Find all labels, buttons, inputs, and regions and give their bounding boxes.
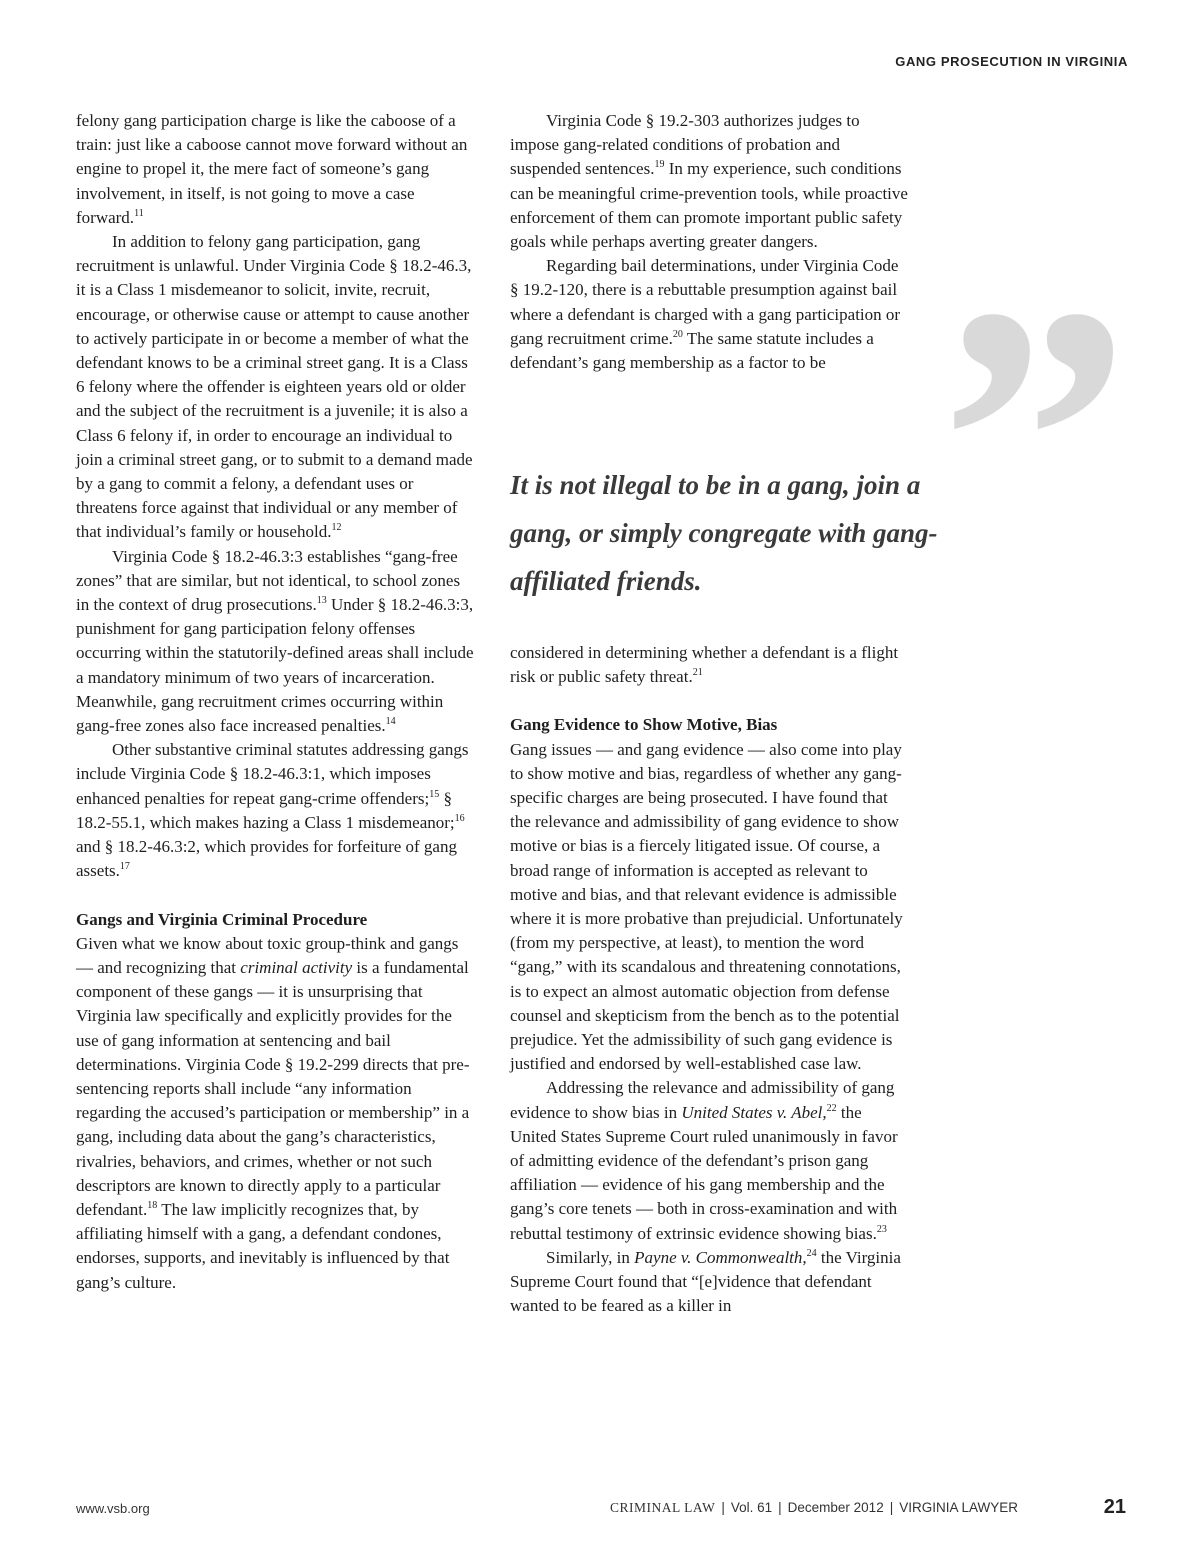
footnote-ref: 14 <box>385 716 396 728</box>
footnote-ref: 18 <box>147 1199 158 1211</box>
footnote-ref: 12 <box>331 522 342 534</box>
paragraph: felony gang participation charge is like the caboose of a train: just like a caboose cannot move forward without an engine to propel it, the mere fact of someone’s gang involvement, in itself, is not going to move a case forward.$^{11}$ <box>76 111 468 227</box>
section-heading: Gang Evidence to Show Motive, Bias <box>510 715 778 735</box>
footnote-ref: 22 <box>826 1102 837 1114</box>
paragraph: considered in determining whether a defendant is a flight risk or public safety threat.$^{21}$ <box>510 643 899 687</box>
website-link[interactable]: www.vsb.org <box>76 1501 150 1516</box>
footer-issue-date: December 2012 <box>787 1500 884 1515</box>
paragraph: Addressing the relevance and admissibility of gang evidence to show bias in United States v. Abel,$^{22}$ the United States Supreme Court ruled unanimously in favor of admitting evidence of the defendant’s prison gang affiliation — evidence of his gang membership and the gang’s core tenets — both in cross-examination and with rebuttal testimony of extrinsic evidence showing bias.$^{23}$ <box>510 1078 898 1243</box>
closing-quote-mark-icon: ” <box>940 229 1130 650</box>
footnote-ref: 13 <box>316 595 327 607</box>
footer-publication: VIRGINIA LAWYER <box>899 1500 1018 1515</box>
paragraph: Other substantive criminal statutes addressing gangs include Virginia Code § 18.2-46.3:1, which imposes enhanced penalties for repeat gang-crime offenders;$^{15}$ § 18.2-55.1, which makes hazing a Class 1 misdemeanor;$^{16}$ and § 18.2-46.3:2, which provides for forfeiture of gang assets.$^{17}$ <box>76 740 469 881</box>
paragraph: In addition to felony gang participation, gang recruitment is unlawful. Under Virginia Code § 18.2-46.3, it is a Class 1 misdemeanor to solicit, invite, recruit, encourage, or otherwise cause or attempt to cause another to actively participate in or become a member of what the defendant knows to be a criminal street gang. It is a Class 6 felony where the offender is eighteen years old or older and the subject of the recruitment is a juvenile; it is also a Class 6 felony if, in order to encourage an individual to join a criminal street gang, or to submit to a demand made by a gang to commit a felony, a defendant uses or threatens force against that individual or any member of that individual’s family or household.$^{12}$ <box>76 232 473 542</box>
paragraph: Given what we know about toxic group-think and gangs — and recognizing that criminal activity is a fundamental component of these gangs — it is unsurprising that Virginia law specifically and explicitly provides for the use of gang information at sentencing and bail determinations. Virginia Code § 19.2-299 directs that pre-sentencing reports shall include “any information regarding the accused’s participation or membership” in a gang, including data about the gang’s characteristics, rivalries, behaviors, and crimes, whether or not such descriptors are known to directly apply to a particular defendant.$^{18}$ The law implicitly recognizes that, by affiliating himself with a gang, a defendant condones, endorses, supports, and inevitably is influenced by that gang’s culture. <box>76 933 470 1292</box>
left-column <box>76 109 476 1295</box>
footnote-ref: 15 <box>429 788 440 800</box>
right-column-bottom <box>510 641 910 1318</box>
pull-quote: It is not illegal to be in a gang, join a gang, or simply congregate with gang-affiliated friends. <box>510 470 938 596</box>
footnote-ref: 11 <box>134 207 144 219</box>
footnote-ref: 24 <box>806 1247 817 1259</box>
section-heading: Gangs and Virginia Criminal Procedure <box>76 909 368 929</box>
footnote-ref: 20 <box>672 328 683 340</box>
paragraph: Similarly, in Payne v. Commonwealth,$^{24}$ the Virginia Supreme Court found that “[e]vidence that defendant wanted to be feared as a killer in <box>510 1247 901 1316</box>
right-column-top <box>510 109 910 375</box>
footer-publication-info <box>610 1500 1018 1516</box>
paragraph: Virginia Code § 19.2-303 authorizes judges to impose gang-related conditions of probation and suspended sentences.$^{19}$ In my experience, such conditions can be meaningful crime-prevention tools, while proactive enforcement of them can promote important public safety goals while perhaps averting greater dangers. <box>510 111 908 252</box>
footnote-ref: 17 <box>119 861 130 873</box>
paragraph: Regarding bail determinations, under Virginia Code § 19.2-120, there is a rebuttable presumption against bail where a defendant is charged with a gang participation or gang recruitment crime.$^{20}$ The same statute includes a defendant’s gang membership as a factor to be <box>510 256 901 373</box>
footer-divider: | <box>778 1500 782 1515</box>
footnote-ref: 19 <box>654 159 665 171</box>
paragraph: Gang issues — and gang evidence — also come into play to show motive and bias, regardless of whether any gang-specific charges are being prosecuted. I have found that the relevance and admissibility of gang evidence to show motive or bias is a fiercely litigated issue. Of course, a broad range of information is accepted as relevant to motive and bias, and that relevant evidence is admissible where it is more probative than prejudicial. Unfortunately (from my perspective, at least), to mention the word “gang,” with its scandalous and threatening connotations, is to expect an almost automatic objection from defense counsel and skepticism from the bench as to the potential prejudice. Yet the admissibility of such gang evidence is justified and endorsed by well-established case law. <box>510 739 903 1074</box>
paragraph: Virginia Code § 18.2-46.3:3 establishes “gang-free zones” that are similar, but not identical, to school zones in the context of drug prosecutions.$^{13}$ Under § 18.2-46.3:3, punishment for gang participation felony offenses occurring within the statutorily-defined areas shall include a mandatory minimum of two years of incarceration. Meanwhile, gang recruitment crimes occurring within gang-free zones also face increased penalties.$^{14}$ <box>76 546 474 736</box>
running-head: GANG PROSECUTION IN VIRGINIA <box>895 54 1128 69</box>
page-number: 21 <box>1103 1496 1126 1518</box>
footnote-ref: 23 <box>876 1223 887 1235</box>
footer-divider: | <box>721 1500 725 1515</box>
footnote-ref: 16 <box>454 812 465 824</box>
footer-divider: | <box>889 1500 894 1515</box>
footnote-ref: 21 <box>692 667 703 679</box>
footer-section: CRIMINAL LAW <box>610 1500 716 1515</box>
footer-volume: Vol. 61 <box>730 1500 773 1515</box>
